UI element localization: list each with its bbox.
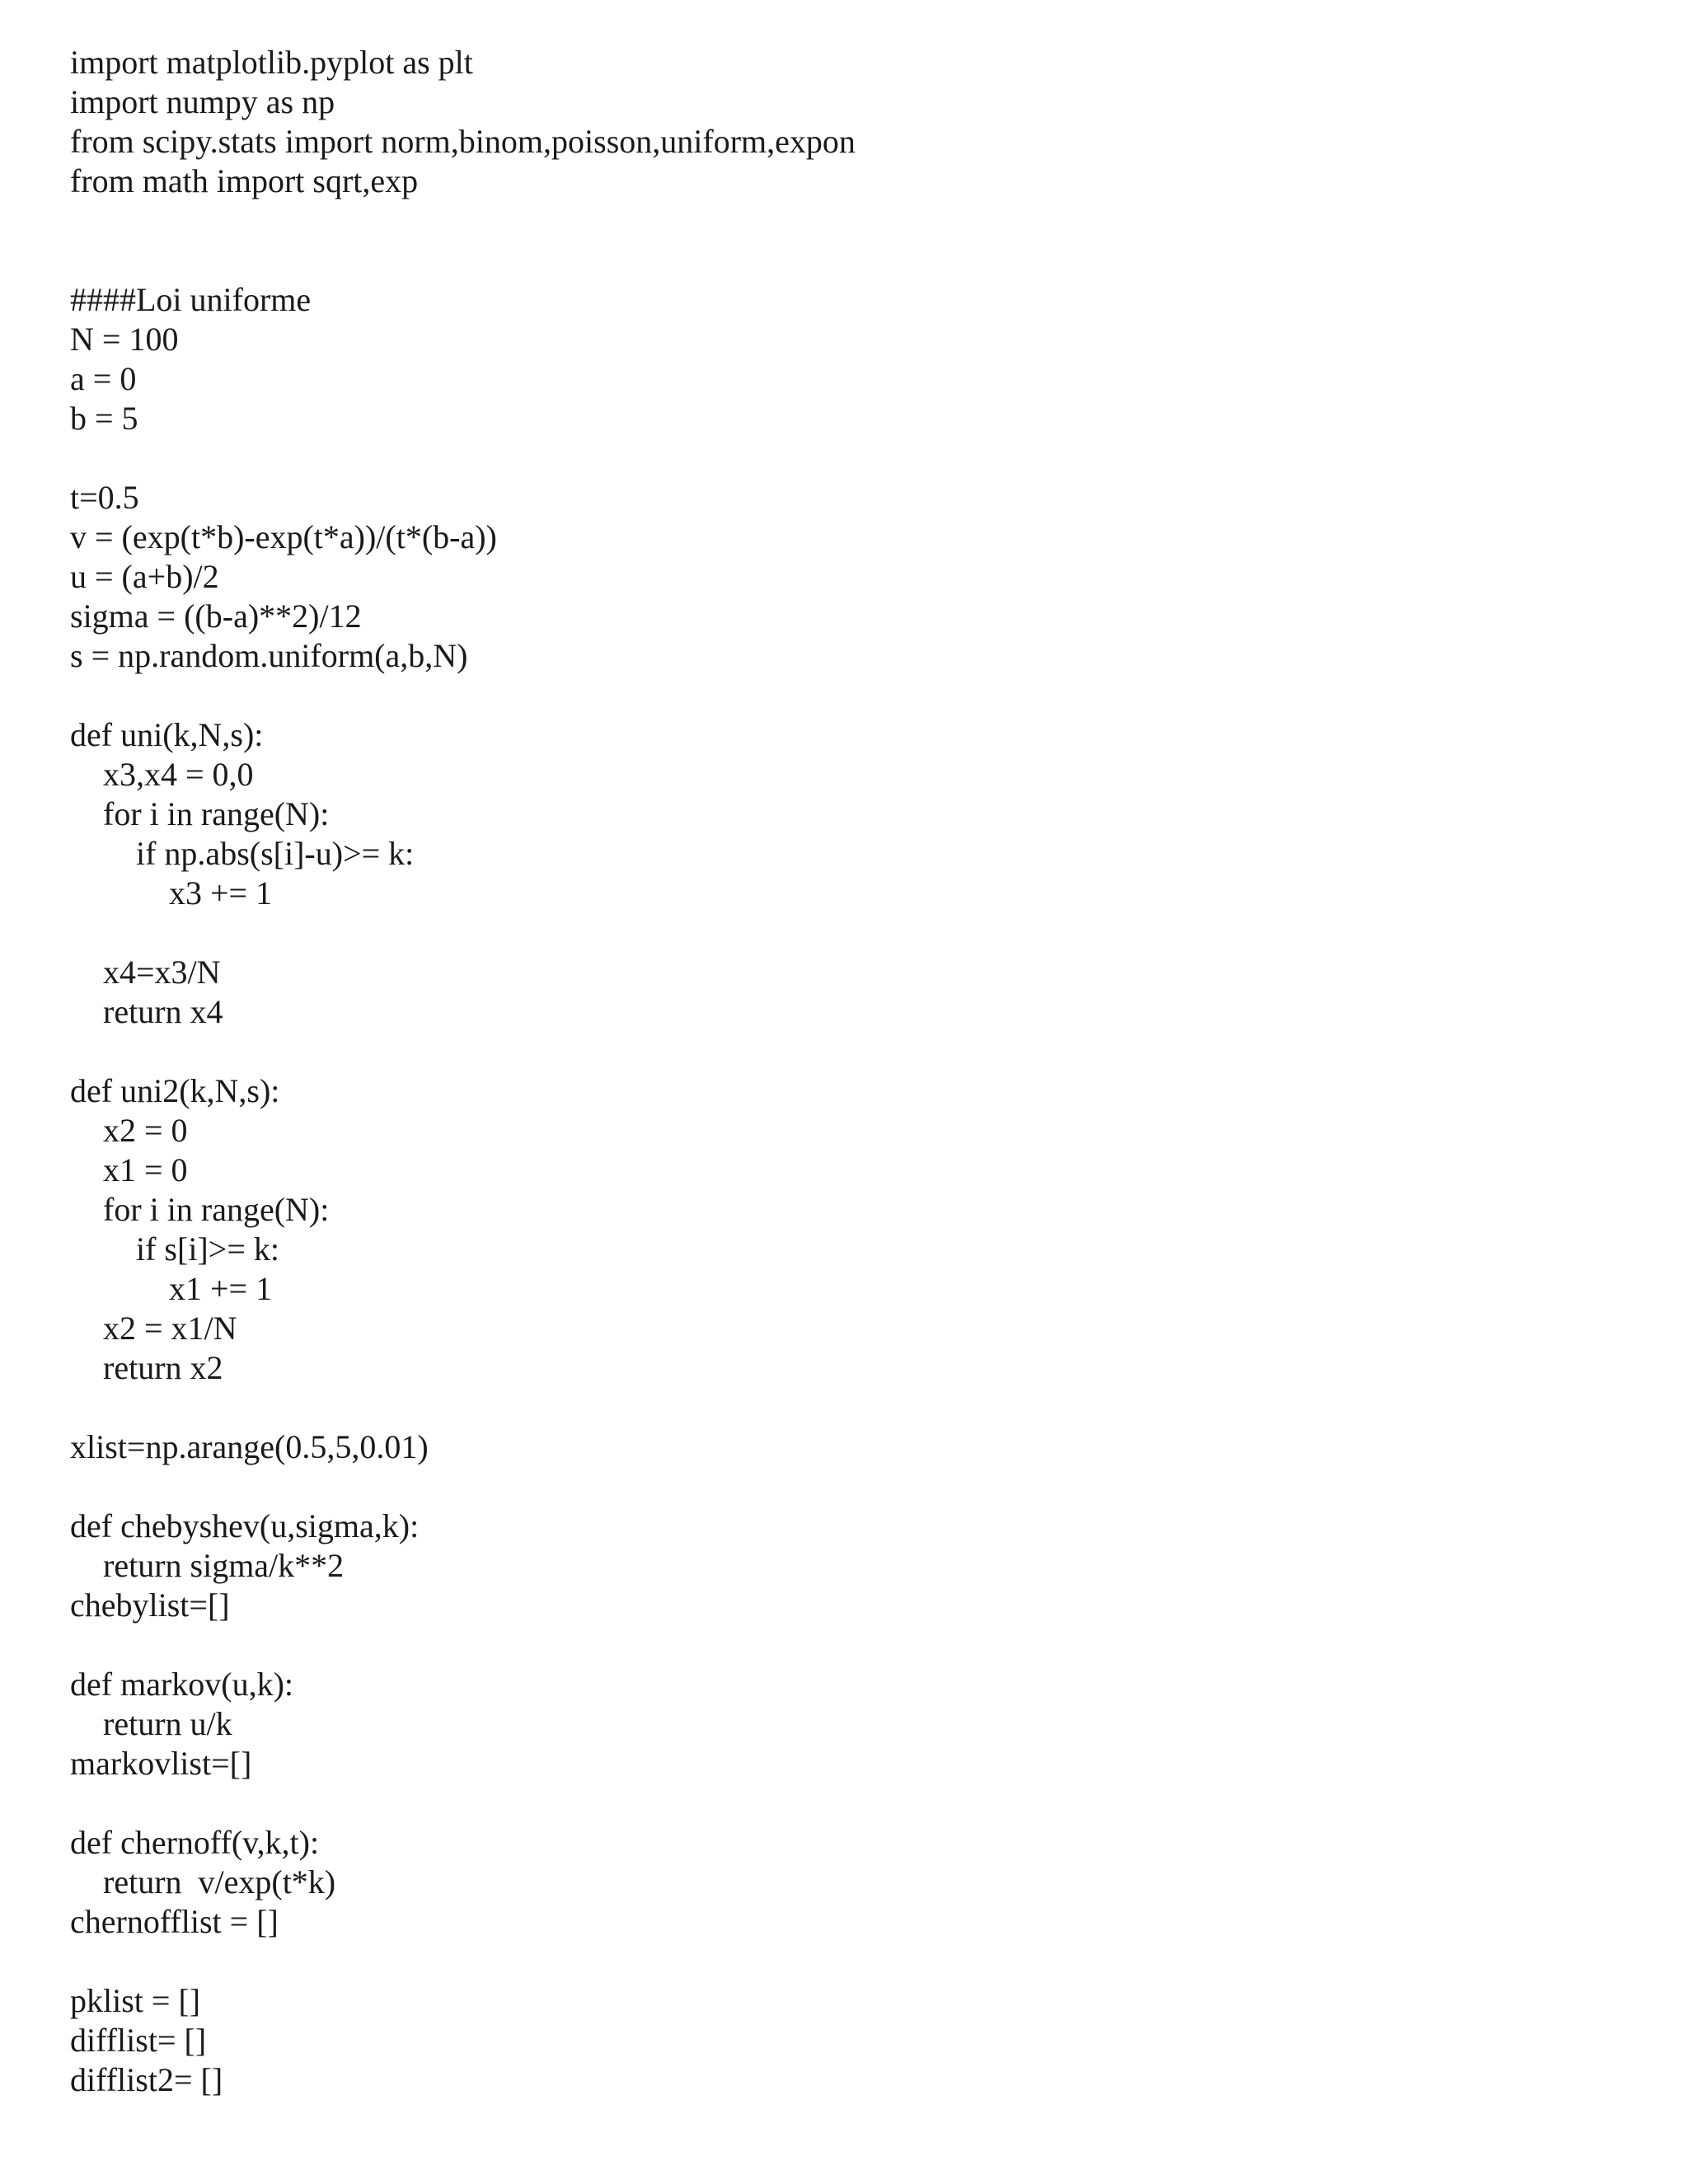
blank-line: [70, 1625, 856, 1665]
code-line: from scipy.stats import norm,binom,poisson,uniform,expon: [70, 123, 856, 160]
blank-line: [70, 913, 856, 953]
code-line: pklist = []: [70, 1982, 201, 2019]
code-line: a = 0: [70, 360, 137, 397]
blank-line: [70, 1032, 856, 1071]
blank-line: [70, 438, 856, 478]
code-line: if np.abs(s[i]-u)>= k:: [136, 835, 415, 872]
code-line: b = 5: [70, 400, 138, 437]
code-line: markovlist=[]: [70, 1745, 252, 1782]
code-line: return u/k: [103, 1705, 232, 1742]
code-line: chernofflist = []: [70, 1903, 279, 1940]
code-line: def uni(k,N,s):: [70, 716, 264, 753]
blank-line: [70, 1783, 856, 1823]
blank-line: [70, 241, 856, 280]
code-line: x4=x3/N: [103, 954, 221, 991]
blank-line: [70, 676, 856, 715]
code-line: xlist=np.arange(0.5,5,0.01): [70, 1428, 429, 1465]
code-line: v = (exp(t*b)-exp(t*a))/(t*(b-a)): [70, 518, 497, 555]
code-line: for i in range(N):: [103, 1191, 330, 1228]
code-line: def chernoff(v,k,t):: [70, 1824, 320, 1861]
code-line: x3,x4 = 0,0: [103, 756, 254, 793]
code-line: from math import sqrt,exp: [70, 162, 419, 199]
code-line: import matplotlib.pyplot as plt: [70, 44, 473, 81]
blank-line: [70, 1388, 856, 1427]
code-line: x2 = 0: [103, 1112, 188, 1149]
code-listing: [70, 43, 856, 2100]
code-line: if s[i]>= k:: [136, 1230, 279, 1268]
code-line: def markov(u,k):: [70, 1666, 294, 1703]
code-line: s = np.random.uniform(a,b,N): [70, 637, 468, 674]
code-line: return x2: [103, 1349, 223, 1386]
code-line: difflist= []: [70, 2022, 207, 2059]
code-line: return sigma/k**2: [103, 1547, 345, 1584]
code-line: t=0.5: [70, 479, 139, 516]
blank-line: [70, 201, 856, 241]
blank-line: [70, 1942, 856, 1981]
code-line: import numpy as np: [70, 83, 335, 120]
code-line: x2 = x1/N: [103, 1310, 237, 1347]
code-line: for i in range(N):: [103, 795, 330, 832]
code-line: x1 += 1: [169, 1270, 273, 1307]
code-line: sigma = ((b-a)**2)/12: [70, 598, 362, 635]
code-line: ####Loi uniforme: [70, 281, 312, 318]
blank-line: [70, 1467, 856, 1507]
code-line: def uni2(k,N,s):: [70, 1072, 280, 1109]
code-line: x1 = 0: [103, 1151, 188, 1188]
code-line: def chebyshev(u,sigma,k):: [70, 1507, 420, 1544]
code-line: chebylist=[]: [70, 1586, 230, 1624]
code-line: return v/exp(t*k): [103, 1863, 336, 1900]
code-line: return x4: [103, 993, 223, 1030]
code-line: N = 100: [70, 321, 179, 358]
code-line: x3 += 1: [169, 874, 273, 912]
code-line: u = (a+b)/2: [70, 558, 219, 595]
code-line: difflist2= []: [70, 2061, 223, 2098]
